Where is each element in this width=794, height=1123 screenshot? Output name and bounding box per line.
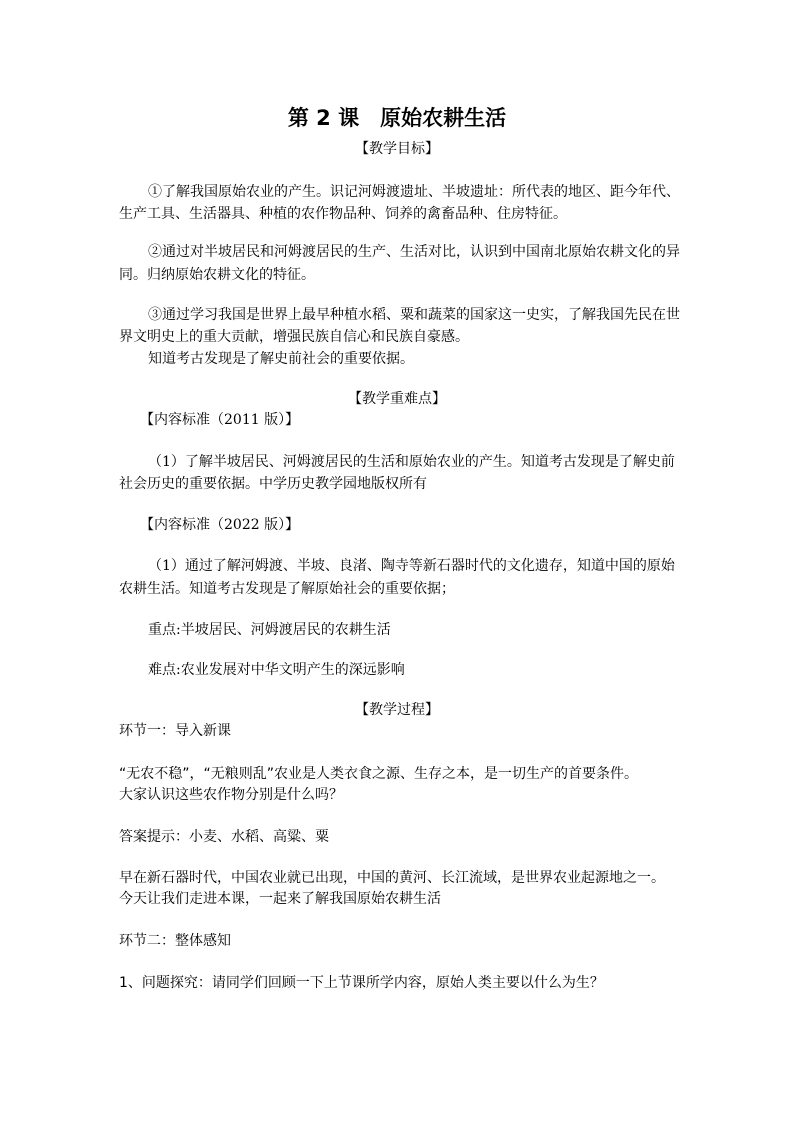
standard-2022-label: 【内容标准（2022 版）】 — [140, 517, 300, 533]
standard-2022-line-1: （1）通过了解河姆渡、半坡、良渚、陶寺等新石器时代的文化遗存，知道中国的原始 — [148, 558, 675, 574]
key-points-heading: 【教学重难点】 — [348, 391, 446, 407]
inquiry-question: 1、问题探究：请同学们回顾一下上节课所学内容，原始人类主要以什么为生？ — [119, 975, 604, 991]
standard-2011-line-2: 社会历史的重要依据。中学历史教学园地版权所有 — [119, 476, 427, 492]
key-point: 重点:半坡居民、河姆渡居民的农耕生活 — [148, 622, 391, 638]
paragraph-line-2: 今天让我们走进本课，一起来了解我国原始农耕生活 — [119, 891, 441, 907]
objective-3-line-2: 界文明史上的重大贡献，增强民族自信心和民族自豪感。 — [119, 329, 469, 345]
objective-1-line-2: 生产工具、生活器具、种植的农作物品种、饲养的禽畜品种、住房特征。 — [119, 206, 567, 222]
section-1-heading: 环节一：导入新课 — [119, 723, 231, 739]
lesson-title: 第 2 课 原始农耕生活 — [287, 106, 507, 130]
objective-3-line-3: 知道考古发现是了解史前社会的重要依据。 — [148, 351, 414, 367]
standard-2011-label: 【内容标准（2011 版）】 — [140, 412, 300, 428]
objective-2-line-2: 同。归纳原始农耕文化的特征。 — [119, 267, 315, 283]
section-2-heading: 环节二：整体感知 — [119, 933, 231, 949]
paragraph-line-1: 早在新石器时代，中国农业就已出现，中国的黄河、长江流域，是世界农业起源地之一。 — [119, 870, 665, 886]
intro-line-1: “无农不稳”，“无粮则乱”农业是人类衣食之源、生存之本，是一切生产的首要条件。 — [119, 766, 639, 782]
difficult-point: 难点:农业发展对中华文明产生的深远影响 — [148, 662, 405, 678]
intro-line-2: 大家认识这些农作物分别是什么吗？ — [119, 787, 343, 803]
standard-2011-line-1: （1）了解半坡居民、河姆渡居民的生活和原始农业的产生。知道考古发现是了解史前 — [148, 454, 675, 470]
objectives-heading: 【教学目标】 — [355, 141, 439, 157]
objective-2-line-1: ②通过对半坡居民和河姆渡居民的生产、生活对比，认识到中国南北原始农耕文化的异 — [148, 244, 680, 260]
process-heading: 【教学过程】 — [355, 702, 439, 718]
answer-hint: 答案提示：小麦、水稻、高粱、粟 — [119, 829, 329, 845]
objective-1-line-1: ①了解我国原始农业的产生。识记河姆渡遗址、半坡遗址：所代表的地区、距今年代、 — [148, 184, 680, 200]
standard-2022-line-2: 农耕生活。知道考古发现是了解原始社会的重要依据； — [119, 581, 455, 597]
objective-3-line-1: ③通过学习我国是世界上最早种植水稻、粟和蔬菜的国家这一史实，了解我国先民在世 — [148, 307, 680, 323]
